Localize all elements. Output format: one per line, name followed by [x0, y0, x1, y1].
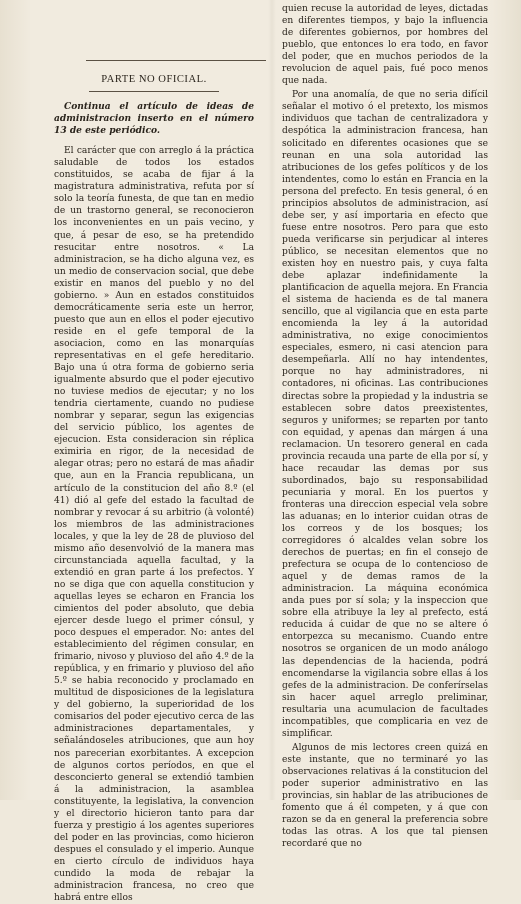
- article-paragraph: Por una anomalía, de que no seria difícil señalar el motivo ó el pretexto, los mismos individuos que tachan de centralizadora y despótica la administracion francesa, han solicitado en diferentes ocasiones que se reunan en una sola autoridad las atribuciones de los gefes políticos y de los intendentes, como lo están en Francia en la persona del prefecto. En tesis general, ó en principios absolutos de administracion, así debe ser, y así importaria en efecto que fuese entre nosotros. Pero para que esto pueda verificarse sin perjudicar al interes público, se necesitan elementos que no existen hoy en nuestro pais, y cuya falta debe aplazar indefinidamente la plantificacion de aquella mejora. En Francia el sistema de hacienda es de tal manera sencillo, que al vigilancia que en esta parte encomienda la ley á la autoridad administrativa, no exige conocimientos especiales, esmero, ni casi atencion para desempeñarla. Allí no hay intendentes, porque no hay administradores, ni contadores, ni oficinas. Las contribuciones directas sobre la propiedad y la industria se establecen sobre datos preexistentes, seguros y uniformes; se reparten por tanto con equidad, y apenas dan márgen á una reclamacion. Un tesorero general en cada provincia recauda una parte de ella por sí, y hace recaudar las demas por sus subordinados, bajo su responsabilidad pecuniaria y moral. En los puertos y fronteras una direccion especial vela sobre las aduanas; en lo interior cuidan otras de los correos y de los bosques; los corregidores ó alcaldes velan sobre los derechos de puertas; en fin el consejo de prefectura se ocupa de lo contencioso de aquel y de demas ramos de la administracion. La máquina económica anda pues por sí sola; y la inspeccion que sobre ella atribuye la ley al prefecto, está reducida á cuidar de que no se altere ó entorpezca su mecanismo. Cuando entre nosotros se organicen de un modo análogo las dependencias de la hacienda, podrá encomendarse la vigilancia sobre ellas á los gefes de la administracion. De conferírselas sin hacer aquel arreglo preliminar, resultaria una acumulacion de facultades incompatibles, que complicaria en vez de simplificar.: [282, 90, 488, 739]
- heading-rule: [89, 91, 219, 92]
- page-gutter: [268, 0, 276, 800]
- article-paragraph: Algunos de mis lectores creen quizá en este instante, que no terminaré yo las observaciones relativas á la constitucion del poder superior administrativo en las provincias, sin hablar de las atribuciones de fomento que á él competen, y á que con razon se da en general la preferencia sobre todas las otras. A los que tal piensen recordaré que no: [282, 742, 488, 850]
- left-column: [54, 58, 254, 904]
- section-heading: PARTE NO OFICIAL.: [101, 74, 207, 85]
- article-intro: Continua el artículo de ideas de administracion inserto en el número 13 de este periódico.: [54, 101, 254, 137]
- right-column: [282, 3, 488, 850]
- article-paragraph: quien recuse la autoridad de leyes, dictadas en diferentes tiempos, y bajo la influencia de diferentes gobiernos, por hombres del pueblo, que entonces lo era todo, en favor del poder, que en muchos periodos de la revolucion de aquel pais, fué poco menos que nada.: [282, 4, 488, 87]
- article-paragraph: El carácter que con arreglo á la práctica saludable de todos los estados constituidos, se acaba de fijar á la magistratura administrativa, refuta por sí solo la teoría funesta, de que tan en medio de un trastorno general, se reconocieron los inconvenientes en un pais vecino, y que, á pesar de eso, se ha pretendido resucitar entre nosotros. « La administracion, se ha dicho alguna vez, es un medio de conservacion social, que debe existir en manos del pueblo y no del gobierno. » Aun en estados constituidos democráticamente seria este un herror, puesto que aun en ellos el poder ejecutivo reside en el gefe temporal de la asociacion, como en las monarquías representativas en el gefe hereditario. Bajo una ú otra forma de gobierno seria igualmente absurdo que el poder ejecutivo no tuviese medios de ejecutar; y no los tendria ciertamente, cuando no pudiese nombrar y separar, segun las exigencias del servicio público, los agentes de ejecucion. Esta consideracion sin réplica eximiria en rigor, de la necesidad de alegar otras; pero no estará de mas añadir que, aun en la Francia republicana, un artículo de la constitucion del año 8.º (el 41) dió al gefe del estado la facultad de nombrar y revocar á su arbitrio (à volonté) los miembros de las administraciones locales, y que la ley de 28 de pluvioso del mismo año desenvolvió de la manera mas circunstanciada aquella facultad, y la extendió en gran parte á los prefectos. Y no se diga que con aquella constitucion y aquellas leyes se echaron en Francia los cimientos del poder absoluto, que debia ejercer desde luego el primer cónsul, y poco despues el emperador. No: antes del establecimiento del régimen consular, en frimario, nivoso y pluvioso del año 4.º de la república, y en frimario y pluvioso del año 5.º se habia reconocido y proclamado en multitud de disposiciones de la legislatura y del gobierno, la superioridad de los comisarios del poder ejecutivo cerca de las administraciones departamentales, y señalándoseles atribuciones, que aun hoy nos parecerian exorbitantes. A excepcion de algunos cortos períodos, en que el desconcierto general se extendió tambien á la administracion, la asamblea constituyente, la legislativa, la convencion y el directorio hicieron tanto para dar fuerza y prestigio á los agentes superiores del poder en las provincias, como hicieron despues el consulado y el imperio. Aunque en cierto círculo de individuos haya cundido la moda de rebajar la administracion francesa, no creo que habrá entre ellos: [54, 146, 254, 904]
